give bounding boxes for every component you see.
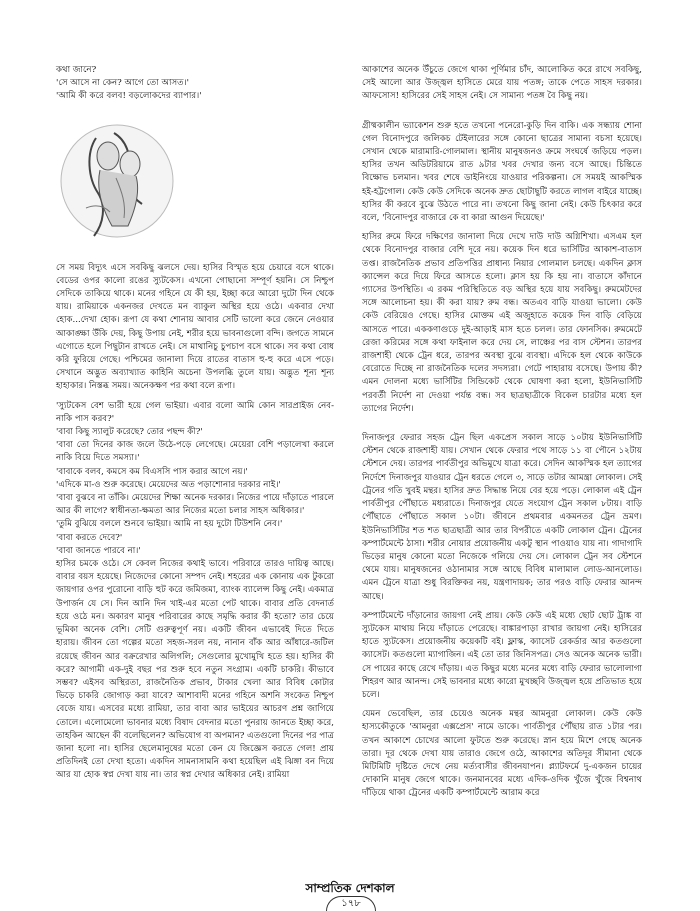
body-paragraph: আকাশের অনেক উঁচুতে জেগে থাকা পূর্ণিমার চাঁদ, আলোকিত করে রাখে সবকিছু, সেই আলো আর উজ্জ্বল হাসিতে মেরে যায় পতঙ্গ; তাকে পেতে সাহস দরকার। আফসোস! হাসিরের সেই সাহস নেই। সে সামান্য পতঙ্গ বৈ কিছু নয়। (362, 65, 642, 102)
body-paragraph: হাসির রুমে ফিরে দক্ষিণের জানালা দিয়ে দেখে দাউ দাউ অগ্নিশিখা। এসএম হল থেকে বিনোদপুর বাজার বেশি দূরে নয়। কয়েক দিন ধরে ভার্সিটির আকাশ-বাতাস তপ্ত। রাজনৈতিক প্রভাব প্রতিপত্তির প্রাধান্য নিয়ার গোলমাল চলছে। একদিন ক্লাস ক্যান্সেল করে দিয়ে ফিরে আসতে হলো। ক্লাস হয় কি হয় না। বাতাসে কাঁদানে গ্যাসের উপস্থিতি। এ রকম পরিস্থিতিতে বড় অস্থির হয়ে যায় সবকিছু। রুমমেটদের সঙ্গে আলোচনা হয়। কী করা যায়? রুম বন্ধ। অতএব বাড়ি যাওয়া ভালো। কেউ কেউ বেরিয়েও গেছে। হাসির মোক্তম এই অজুহাতে কয়েক দিন বাড়ি বেড়িয়ে আসতে পারে। এককণাগুড়ে দুই-আড়াই মাস হতে চলল। তার ফোনসিক। রুমমেটে রেজা করিমের সঙ্গে কথা ফাইনাল করে দেয় সে, লাঞ্চের পর বাস স্টেশন। তারপর রাজশাহী থেকে ট্রেন ধরে, তারপর অবস্থা বুঝে ব্যবস্থা। এদিকে হল থেকে কাউকে বেরোতে দিচ্ছে না রাজনৈতিক দলের সদস্যরা। গেটে পাহারায় বসেছে। উপায় কী? এমন দোলনা মধ্যে ভার্সিটির সিন্ডিকেট থেকে ঘোষণা করা হলো, ইউনিভার্সিটি পরবর্তী নির্দেশ না দেওয়া পর্যন্ত বন্ধ। সব ছাত্রছাত্রীকে বিকেল চারটার মধ্যে হল ত্যাগের নির্দেশ। (362, 232, 642, 414)
dialogue-line: 'বাবা বুঝবে না তাঁকি। মেয়েদের শিক্ষা অনেক দরকার। নিজের পায়ে দাঁড়াতে পারলে আর কী লাগে? স্বাধীনতা-ক্ষমতা আর নিজের মতো চলার সাহস অধিকার।' (56, 493, 334, 517)
illustration-image (56, 108, 178, 254)
dialogue-line: 'বাবা কিছু স্যালুট করেছে? তোর পছন্দ কী?' (56, 427, 203, 438)
body-paragraph: যেমন ভেবেছিল, তার চেয়েও অনেক মন্থর আমনুরা লোকাল। কেউ কেউ হাস্যকৌতুকে 'আমনুরা এক্সপ্রেস' নামে ডাকে। পার্বতীপুর পৌঁছায় রাত ১টার পর। তখন আকাশে চোখের আলো ফুটতে শুরু করেছে। স্নান হয়ে মিশে গেছে অনেক তারা। দূর থেকে দেখা যায় তারাও জেগে ওঠে, আকাশের অতিদূর সীমানা থেকে মিটিমিটি দৃষ্টিতে দেখে নেয় মর্ত্যবাসীর জীবনযাপন। প্ল্যাটফর্মে দু-একজন চায়ের দোকানি মানুষ জেগে থাকে। জনমানবের মধ্যে এদিক-ওদিক খুঁজে খুঁজে বিশ্বনাথ দাঁড়িয়ে থাকা ট্রেনের একটি কম্পার্টমেন্টে আরাম করে (362, 709, 642, 799)
dialogue-line: 'বাবাকে বলব, কমসে কম বিএসসি পাস করার আগে নয়।' (56, 466, 248, 477)
dialogue-line: 'আমি কী করে বলব! বড়লোকদের ব্যাপার।' (56, 91, 202, 102)
dialogue-line: 'তুমি বুঝিয়ে বললে শুনবে ভাইয়া। আমি না হয় দুটো টিউশনি নেব।' (56, 519, 283, 530)
dialogue-line: 'বাবা করতে দেবে?' (56, 532, 123, 543)
dialogue-line: 'এদিকে মা-ও শুরু করেছে। মেয়েদের অত পড়াশোনার দরকার নাই।' (56, 479, 281, 490)
dialogue-line: 'সে আসে না কেন? আগে তো আসত।' (56, 78, 190, 89)
body-paragraph: সে সময় বিদ্যুৎ এসে সবকিছু ঝলসে দেয়। হাসির বিস্মৃত হয়ে চেয়ারে বসে থাকে। বেডের ওপর কালো রঙের স্যুটকেস। এখনো গোছানো সম্পূর্ণ হয়নি। সে নিশ্চুপ সেদিকে তাকিয়ে থাকে। মনের গহিনে যে কী হয়, ইচ্ছা করে আরো দুটো দিন থেকে যায়। রামিয়াকে একনজর দেখতে মন ব্যাকুল অস্থির হয়ে ওঠে। একবার দেখা হোক...দেখা হোক। রূপা যে কথা শোনায় আবার সেটি ভালো করে জেনে নেওয়ার আকাঙ্ক্ষা উঁকি দেয়, কিছু উপায় নেই, শরীর হয়ে ভাবনাগুলো বন্দি। জগতে সামনে এগোতে হলে পিছুটান রাখতে নেই। সে মাথানিচু চুপচাপ বসে থাকে। সব কথা বোধ করি ফুরিয়ে গেছে। পশ্চিমের জানালা দিয়ে রাতের বাতাস হু-হু করে এসে পড়ে। সেখানে অদ্ভুত অব্যাখ্যাত কাহিনি অচেনা উপলব্ধি তুলে যায়। অদ্ভুত শূন্য শূন্য হাহাকার। নিস্তব্ধ সময়। অনেকক্ষণ পর কথা বলে রূপা। (56, 262, 334, 392)
body-paragraph: কম্পার্টমেন্টে দাঁড়ানোর জায়গা নেই প্রায়। কেউ কেউ এই মধ্যে ছোট ছোট ট্রাঙ্ক বা স্যুটকেস মাথায় নিয়ে দাঁড়াতে পেরেছে। বাঙ্কারপাড়া রাখার জায়গা নেই। হাসিরের হাতে স্যুটকেস। প্রয়োজনীয় কয়েকটি বই। ফ্লাস্ক, ক্যাসেট রেকর্ডার আর কতগুলো ক্যাসেট। কতগুলো ম্যাগাজিন। এই তো তার জিনিসপত্র। সেও অনেক অনেক ভারী। সে পায়ের কাছে রেখে দাঁড়ায়। এত কিছুর মধ্যে মনের মধ্যে বাড়ি ফেরার ভালোলাগা শিহরণ আর আনন্দ। সেই ভাবনার মধ্যে কারো মুখচ্ছবি উজ্জ্বল হয়ে প্রতিভাত হয়ে চলে। (362, 610, 642, 700)
dialogue-line: 'স্যুটকেস বেশ ভারী হয়ে গেল ভাইয়া। এবার বলো আমি কোন সারপ্রাইজ নেব-নাকি পাস করব?' (56, 400, 334, 424)
body-paragraph: গ্রীষ্মকালীন ভ্যাকেশন শুরু হতে তখনো পনেরো-কুড়ি দিন বাকি। এক সন্ধ্যায় শোনা গেল বিনোদপুরে জলিকচ টেইলারের সঙ্গে কোনো ছাত্রের সামান্য বচসা হয়েছে। সেখান থেকে মারামারি-গোলমাল। স্থানীয় মানুষজনও ক্রমে সংঘর্ষে জড়িয়ে পড়ল। হাসির তখন অডিটরিয়ামে রাত ৯টার খবর দেখার জন্য বসে আছে। চিন্তিতে বিক্ষোভ চলমান। খবর শেষে ডাইনিংয়ে যাওয়ার পরিকল্পনা। সে সময়ই আকস্মিক হই-হট্টগোল। কেউ কেউ সেদিকে অনেক দ্রুত ছোটাছুটি করতে লাগল বাইরে যাচ্ছে। হাসির কী করবে বুঝে উঠতে পারে না। তখনো কিছু জানা নেই। কেউ চিৎকার করে বলে, 'বিনোদপুর বাজারে কে বা কারা আগুন দিয়েছে।' (362, 120, 642, 224)
body-paragraph: দিনাজপুর ফেরার সহজ ট্রেন ছিল একপ্রেস সকাল সাড়ে ১০টায় ইউনিভার্সিটি স্টেশন থেকে রাজশাহী যায়। সেখান থেকে ফেরার পথে সাড়ে ১১ বা পৌনে ১২টায় স্টেশনে দেয়। তারপর পার্বতীপুর অভিমুখে যাত্রা করে। সেদিন আকস্মিক হল ত্যাগের নির্দেশে দিনাজপুর যাওয়ার ট্রেন ধরতে গেলে ৩, সাড়ে তটার আমন্ত্রা লোকাল। সেই ট্রেনের গতি খুবই মন্থর। হাসির দ্রুত সিদ্ধান্ত নিয়ে বের হয়ে পড়ে। লোকাল এই ট্রেন পার্বতীপুর পৌঁছাতে মধ্যরাতে। দিনাজপুর যেতে সংযোগ ট্রেন সকাল ৮টায়। বাড়ি পৌঁছাতে পৌঁছাতে সকাল ১০টা। জীবনে প্রথমবার একমনতর ট্রেন ভ্রমণ। ইউনিভার্সিটির শত শত ছাত্রছাত্রী আর তার বিপরীতে একটি লোকাল ট্রেন। ট্রেনের কম্পার্টমেন্টে ঠাসা। শরীর নোয়ার প্রয়োজনীয় একটু স্থান পাওয়াও যায় না। গাদাগাদি ভিড়ের মানুষ কোনো মতো নিজেকে গলিয়ে দেয় সে। লোকাল ট্রেন সব স্টেশনে থেমে যায়। মানুষজনের ওঠানামার সঙ্গে আছে বিবিধ মালামাল লোড-আনলোড। এমন ট্রেনে যাত্রা শুধু বিরক্তিকর নয়, যন্ত্রণাদায়ক; তার পরও বাড়ি ফেরার আনন্দ আছে। (362, 433, 642, 602)
magazine-name: সাম্প্রতিক দেশকাল (305, 881, 395, 895)
dialogue-line: 'বাবা জানতে পারবে না।' (56, 545, 141, 556)
left-column (56, 64, 334, 789)
dialogue-line: 'বাবা তো দিনের কাজ জলে উঠে-পড়ে লেগেছে। মেয়েরা বেশি পড়ালেখা করলে নাকি বিয়ে দিতে সমস্যা।' (56, 440, 334, 464)
dialogue-line: কথা জানে? (56, 65, 97, 75)
body-paragraph: হাসির চমকে ওঠে। সে কেবল নিজের কথাই ভাবে। পরিবারে তারও দায়িত্ব আছে। বাবার বয়স হয়েছে। নিজেদের কোনো সম্পদ নেই। শহরের এক কোনায় এক টুকরো জায়গার ওপর পুরোনো বাড়ি হুট করে জমিজমা, ব্যাংক ব্যালেন্স কিছু নেই। একমাত্র উপার্জন যে সে। দিন আনি দিন খাই-এর মতো পেট থাকে। বাবার প্রতি বেদনার্ত হয়ে ওঠে মন। অকারণ মানুষ পরিবারের কাছে সমৃদ্ধি করার কী হতো? তার চেয়ে ভূমিকা অনেক বেশি। সেটি গুরুত্বপূর্ণ নয়। একটি জীবন এভাবেই দিতে দিতে হারায়। জীবন তো গল্পের মতো সহজ-সরল নয়, নানান বাঁক আর আঁধারে-জটিল রয়েছে জীবন আর বক্ররেখার অলিগলি; সেগুলোর মুখোমুখি হতে হয়। হাসির কী করে? আগামী এক-দুই বছর পর শুরু হবে নতুন সংগ্রাম। একটি চাকরি। কীভাবে সম্ভব? এইসব অস্থিরতা, রাজনৈতিক প্রভাব, টাকার খেলা আর বিবিধ কোটার ভিড়ে চাকরি জোগাড় করা যাবে? আশাবাদী মনের গহিনে অশনি সংকেত নিশ্চুপ বেজে যায়। এসবের মধ্যে রামিয়া, তার বাবা আর ভাইয়ের আচরণ প্রশ্ন জাগিয়ে তোলে। এলোমেলো ভাবনার মধ্যে বিষাদ বেদনার মতো পুনরায় জানতে ইচ্ছা করে, তাহকিন আছেন কী বলেছিলেন? অভিযোগ বা অপমান? এতগুলো দিনের পর পাত্র জানা হলো না। হাসির ছেলেমানুষের মতো কেন যে জিজ্ঞেস করতে গেল! প্রায় প্রতিদিনই তো দেখা হতো। একদিন সামনাসামনি কথা হয়েছিল এই ঝিঙ্গা বন দিয়ে আর যা হোক স্বপ্ন দেখা যায় না। তার স্বপ্ন দেখার অধিকার নেই। রামিয়া (56, 559, 334, 781)
right-column (362, 64, 642, 807)
page-number: ১৭৮ (326, 896, 376, 911)
